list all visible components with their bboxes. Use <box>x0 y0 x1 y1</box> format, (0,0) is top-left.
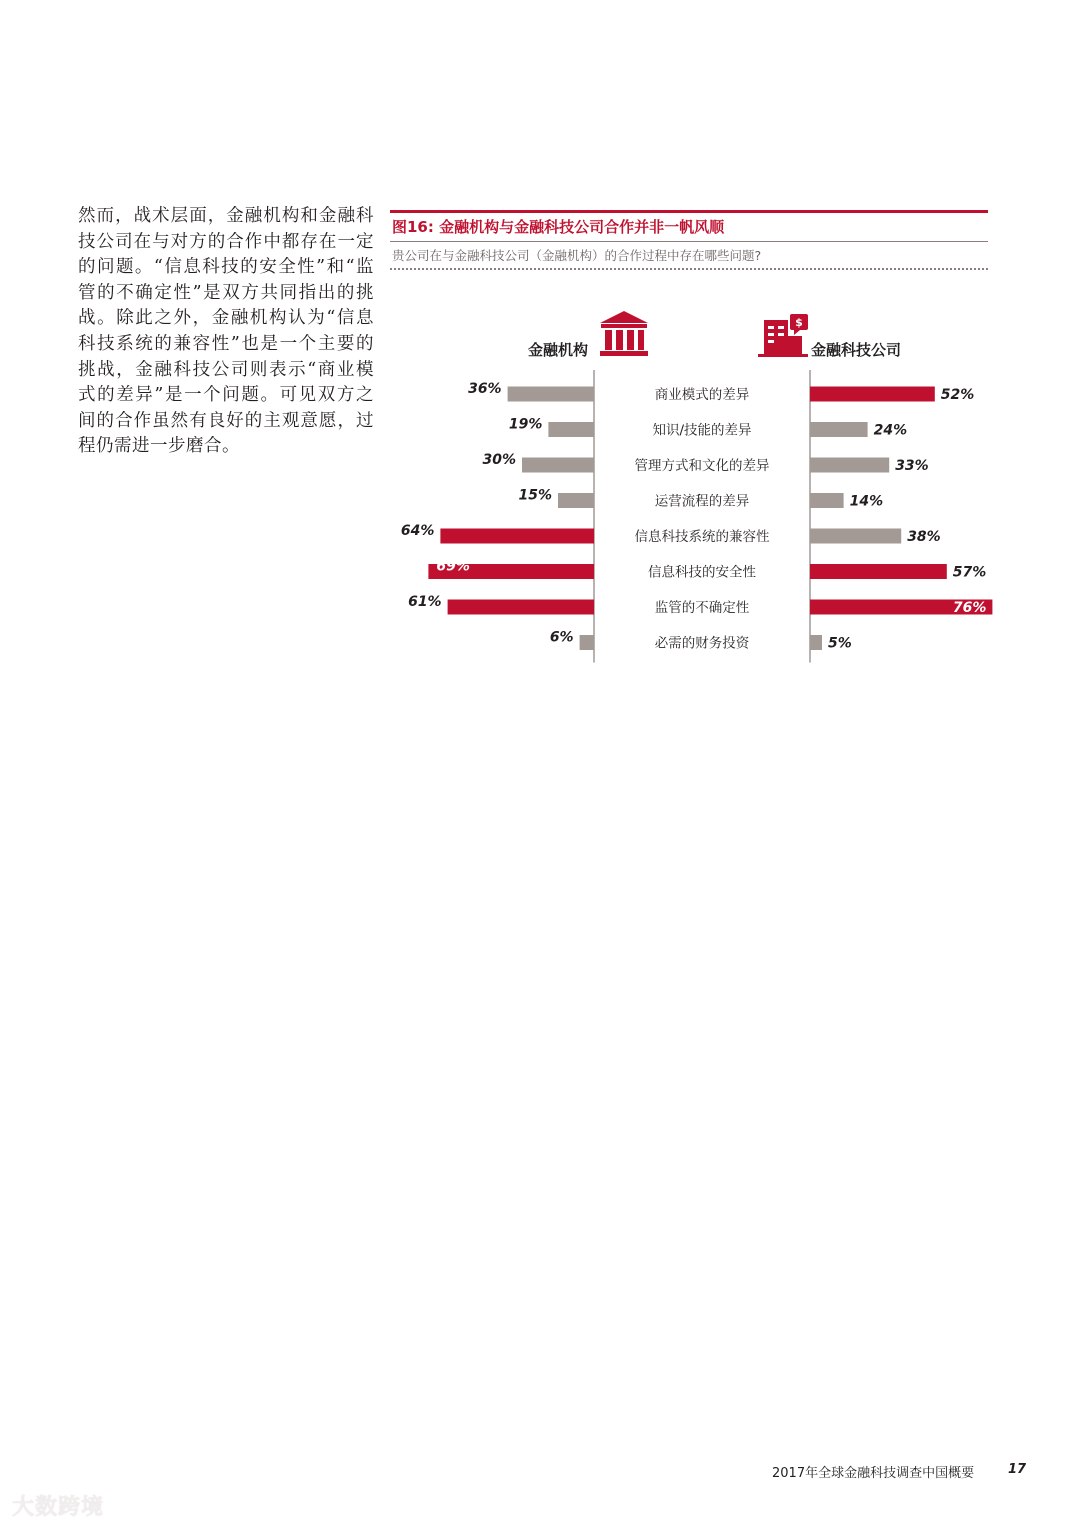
left-value-label: 6% <box>549 629 574 646</box>
right-bar <box>810 635 822 650</box>
left-bar <box>448 600 594 615</box>
figure-title: 图16: 金融机构与金融科技公司合作并非一帆风顺 <box>392 218 725 236</box>
right-bar <box>810 493 844 508</box>
category-label: 商业模式的差异 <box>654 387 750 403</box>
category-label: 信息科技系统的兼容性 <box>634 529 770 545</box>
figure-question: 贵公司在与金融科技公司（金融机构）的合作过程中存在哪些问题? <box>392 248 762 263</box>
right-bar <box>810 529 901 544</box>
right-value-label: 38% <box>907 529 941 545</box>
right-value-label: 76% <box>952 600 987 616</box>
left-bar <box>440 529 594 544</box>
left-bar <box>558 493 594 508</box>
left-bar <box>508 387 594 402</box>
left-value-label: 19% <box>508 416 543 433</box>
left-bar <box>548 422 594 437</box>
category-label: 监管的不确定性 <box>654 600 750 616</box>
left-value-label: 30% <box>482 452 516 468</box>
watermark-logo: 大数跨境 <box>12 1495 105 1520</box>
footer-title: 2017年全球金融科技调查中国概要 <box>772 1466 975 1481</box>
page-number: 17 <box>1008 1462 1027 1477</box>
right-bar <box>810 458 889 473</box>
right-value-label: 33% <box>895 458 929 474</box>
right-value-label: 14% <box>849 493 884 510</box>
right-value-label: 57% <box>952 564 987 581</box>
left-value-label: 64% <box>400 523 435 539</box>
body-paragraph: 然而，战术层面，金融机构和金融科技公司在与对方的合作中都存在一定的问题。“信息科技的安全性”和“监管的不确定性”是双方共同指出的挑战。除此之外，金融机构认为“信息科技系统的兼容性”也是一个主要的挑战，金融科技公司则表示“商业模式的差异”是一个问题。可见双方之间的合作虽然有良好的主观意愿，过程仍需进一步磨合。 <box>78 206 374 457</box>
svg-text:$: $ <box>795 316 803 329</box>
right-group-label: 金融科技公司 <box>811 341 902 359</box>
category-label: 必需的财务投资 <box>654 635 750 652</box>
right-value-label: 52% <box>940 387 975 403</box>
left-value-label: 69% <box>436 558 470 575</box>
butterfly-bar-chart <box>0 0 1080 700</box>
right-bar <box>810 564 947 579</box>
right-bar <box>810 387 935 402</box>
left-value-label: 61% <box>408 594 442 610</box>
category-label: 运营流程的差异 <box>654 493 750 510</box>
left-value-label: 15% <box>518 487 552 504</box>
category-label: 信息科技的安全性 <box>648 564 756 581</box>
right-bar <box>810 422 868 437</box>
right-value-label: 5% <box>828 635 852 652</box>
left-bar <box>580 635 594 650</box>
left-bar <box>522 458 594 473</box>
left-group-label: 金融机构 <box>528 341 589 359</box>
right-value-label: 24% <box>873 422 908 439</box>
left-value-label: 36% <box>468 381 502 397</box>
category-label: 管理方式和文化的差异 <box>634 458 770 474</box>
category-label: 知识/技能的差异 <box>652 422 752 439</box>
